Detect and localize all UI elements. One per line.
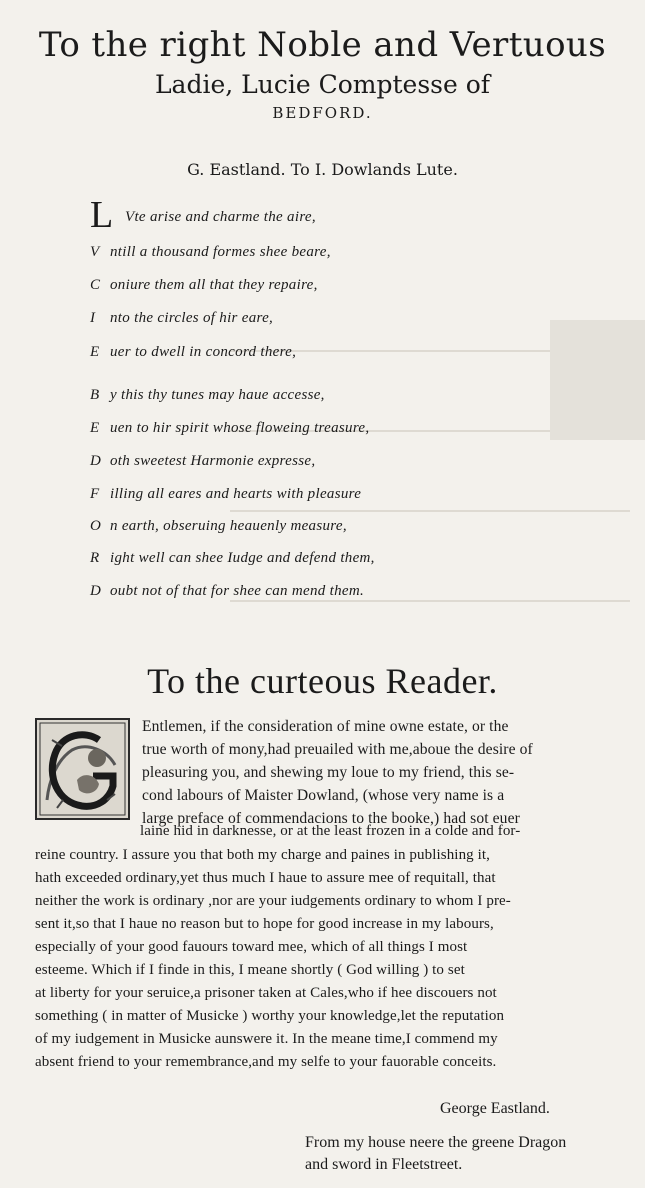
decorated-initial-g-image: [35, 718, 130, 820]
poem-initial: I: [90, 310, 96, 326]
poem-initial: D: [90, 583, 102, 599]
show-through-line: [230, 510, 630, 512]
poem-line: [90, 244, 331, 261]
poem-text: nto the circles of hir eare,: [110, 310, 274, 326]
poem-initial: F: [90, 486, 100, 502]
poem-line: [90, 194, 316, 236]
poem-line: [90, 550, 375, 567]
dedication-title-line-2: Ladie, Lucie Comptesse of: [154, 70, 491, 99]
paragraph-line: something ( in matter of Musicke ) worthy your knowledge,let the reputation: [35, 1008, 505, 1024]
reader-title: To the curteous Reader.: [147, 661, 498, 701]
poem-line: [90, 277, 318, 294]
poem-initial: O: [90, 518, 102, 534]
poem-text: ight well can shee Iudge and defend them,: [110, 550, 375, 566]
paragraph-line: cond labours of Maister Dowland, (whose very name is a: [142, 787, 505, 804]
paragraph-line: laine hid in darknesse, or at the least frozen in a colde and for-: [140, 823, 521, 839]
poem-text: oniure them all that they repaire,: [110, 277, 318, 293]
paragraph-line: reine country. I assure you that both my charge and paines in publishing it,: [35, 847, 490, 863]
paragraph-line: sent it,so that I haue no reason but to hope for good increase in my labours,: [35, 916, 494, 932]
address-line: From my house neere the greene Dragon: [305, 1134, 567, 1151]
poem-line: [90, 387, 325, 404]
poem-line: [90, 420, 369, 437]
paragraph-line: hath exceeded ordinary,yet thus much I haue to assure mee of requitall, that: [35, 870, 496, 886]
show-through-block: [550, 320, 645, 440]
paragraph-line: Entlemen, if the consideration of mine owne estate, or the: [142, 718, 509, 735]
poem-text: ntill a thousand formes shee beare,: [110, 244, 331, 260]
poem-line: [90, 344, 296, 361]
paragraph-line: large preface of commendacions to the booke,) had sot euer: [142, 810, 520, 827]
paragraph-line: true worth of mony,had preuailed with me,aboue the desire of: [142, 741, 533, 758]
dedication-title-line-1: To the right Noble and Vertuous: [38, 25, 607, 65]
paragraph-line: at liberty for your seruice,a prisoner taken at Cales,who if hee discouers not: [35, 985, 497, 1001]
paragraph-line: absent friend to your remembrance,and my selfe to your fauorable conceits.: [35, 1054, 497, 1070]
signature: George Eastland.: [440, 1100, 550, 1117]
poem-text: uen to hir spirit whose floweing treasure,: [110, 420, 370, 436]
poem-text: illing all eares and hearts with pleasure: [110, 486, 362, 502]
poem-initial: B: [90, 387, 100, 403]
poem-initial: E: [90, 344, 100, 360]
poem-initial: C: [90, 277, 101, 293]
poem-initial: R: [90, 550, 100, 566]
poem-line: [90, 486, 361, 503]
poem-initial: D: [90, 453, 102, 469]
paragraph-line: esteeme. Which if I finde in this, I meane shortly ( God willing ) to set: [35, 962, 465, 978]
show-through-line: [230, 600, 630, 602]
poem-text: n earth, obseruing heauenly measure,: [110, 518, 347, 534]
paragraph-line: neither the work is ordinary ,nor are your iudgements ordinary to whom I pre-: [35, 893, 511, 909]
paragraph-line: pleasuring you, and shewing my loue to my friend, this se-: [142, 764, 515, 781]
paragraph-line: especially of your good fauours toward mee, which of all things I most: [35, 939, 468, 955]
poem-initial: E: [90, 420, 100, 436]
poem-text: oubt not of that for shee can mend them.: [110, 583, 365, 599]
poem-initial: L: [90, 194, 114, 236]
poem-line: [90, 518, 347, 535]
poem-line: [90, 583, 364, 600]
poem-text: Vte arise and charme the aire,: [125, 209, 316, 225]
poem-text: uer to dwell in concord there,: [110, 344, 297, 360]
poem-text: oth sweetest Harmonie expresse,: [110, 453, 316, 469]
poem-line: [90, 453, 315, 470]
poem-text: y this thy tunes may haue accesse,: [110, 387, 325, 403]
paragraph-line: of my iudgement in Musicke aunswere it. In the meane time,I commend my: [35, 1031, 498, 1047]
poem-initial: V: [90, 244, 100, 260]
dedication-title-line-3: BEDFORD.: [272, 104, 373, 122]
poem-heading: G. Eastland. To I. Dowlands Lute.: [187, 160, 458, 179]
poem-line: [90, 310, 273, 327]
address-line: and sword in Fleetstreet.: [305, 1156, 463, 1173]
